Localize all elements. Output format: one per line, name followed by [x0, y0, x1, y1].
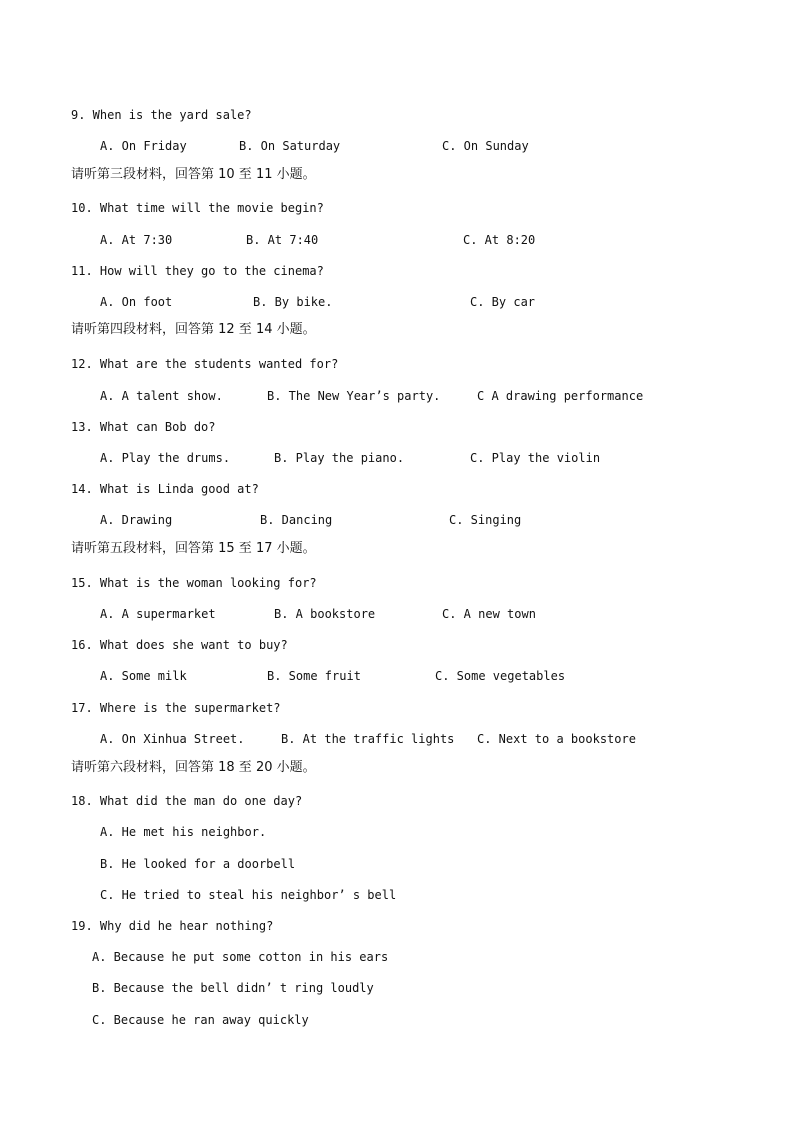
q12-option-b: B. The New Year’s party. — [267, 389, 441, 403]
q17-option-b: B. At the traffic lights — [281, 732, 455, 746]
q19-option-b: B. Because the bell didn’ t ring loudly — [92, 981, 374, 995]
question-18: 18. What did the man do one day? — [71, 794, 303, 808]
q16-option-a: A. Some milk — [100, 669, 187, 683]
section-4-heading: 请听第四段材料，回答第 12 至 14 小题。 — [71, 322, 316, 337]
q10-option-c: C. At 8:20 — [463, 233, 536, 247]
q14-option-a: A. Drawing — [100, 513, 173, 527]
question-16: 16. What does she want to buy? — [71, 638, 288, 652]
question-19: 19. Why did he hear nothing? — [71, 919, 274, 933]
q11-option-c: C. By car — [470, 295, 536, 309]
q10-option-a: A. At 7:30 — [100, 233, 173, 247]
question-13: 13. What can Bob do? — [71, 420, 216, 434]
q18-option-a: A. He met his neighbor. — [100, 825, 267, 839]
question-14: 14. What is Linda good at? — [71, 482, 259, 496]
q19-option-a: A. Because he put some cotton in his ears — [92, 950, 389, 964]
question-11: 11. How will they go to the cinema? — [71, 264, 324, 278]
question-9: 9. When is the yard sale? — [71, 108, 252, 122]
question-10: 10. What time will the movie begin? — [71, 201, 324, 215]
q13-option-c: C. Play the violin — [470, 451, 601, 465]
q10-option-b: B. At 7:40 — [246, 233, 319, 247]
q9-option-a: A. On Friday — [100, 139, 187, 153]
q12-option-a: A. A talent show. — [100, 389, 223, 403]
q15-option-a: A. A supermarket — [100, 607, 216, 621]
q11-option-a: A. On foot — [100, 295, 173, 309]
q16-option-c: C. Some vegetables — [435, 669, 566, 683]
q12-option-c: C A drawing performance — [477, 389, 644, 403]
q15-option-c: C. A new town — [442, 607, 536, 621]
q18-option-b: B. He looked for a doorbell — [100, 857, 296, 871]
question-17: 17. Where is the supermarket? — [71, 701, 281, 715]
q15-option-b: B. A bookstore — [274, 607, 376, 621]
section-6-heading: 请听第六段材料，回答第 18 至 20 小题。 — [71, 760, 316, 775]
q16-option-b: B. Some fruit — [267, 669, 361, 683]
q14-option-c: C. Singing — [449, 513, 522, 527]
q19-option-c: C. Because he ran away quickly — [92, 1013, 309, 1027]
q13-option-b: B. Play the piano. — [274, 451, 405, 465]
q11-option-b: B. By bike. — [253, 295, 333, 309]
q17-option-c: C. Next to a bookstore — [477, 732, 636, 746]
q17-option-a: A. On Xinhua Street. — [100, 732, 245, 746]
q9-option-b: B. On Saturday — [239, 139, 341, 153]
q18-option-c: C. He tried to steal his neighbor’ s bell — [100, 888, 397, 902]
section-3-heading: 请听第三段材料，回答第 10 至 11 小题。 — [71, 167, 316, 182]
q9-option-c: C. On Sunday — [442, 139, 529, 153]
q14-option-b: B. Dancing — [260, 513, 333, 527]
question-15: 15. What is the woman looking for? — [71, 576, 317, 590]
q13-option-a: A. Play the drums. — [100, 451, 231, 465]
section-5-heading: 请听第五段材料，回答第 15 至 17 小题。 — [71, 541, 316, 556]
question-12: 12. What are the students wanted for? — [71, 357, 339, 371]
